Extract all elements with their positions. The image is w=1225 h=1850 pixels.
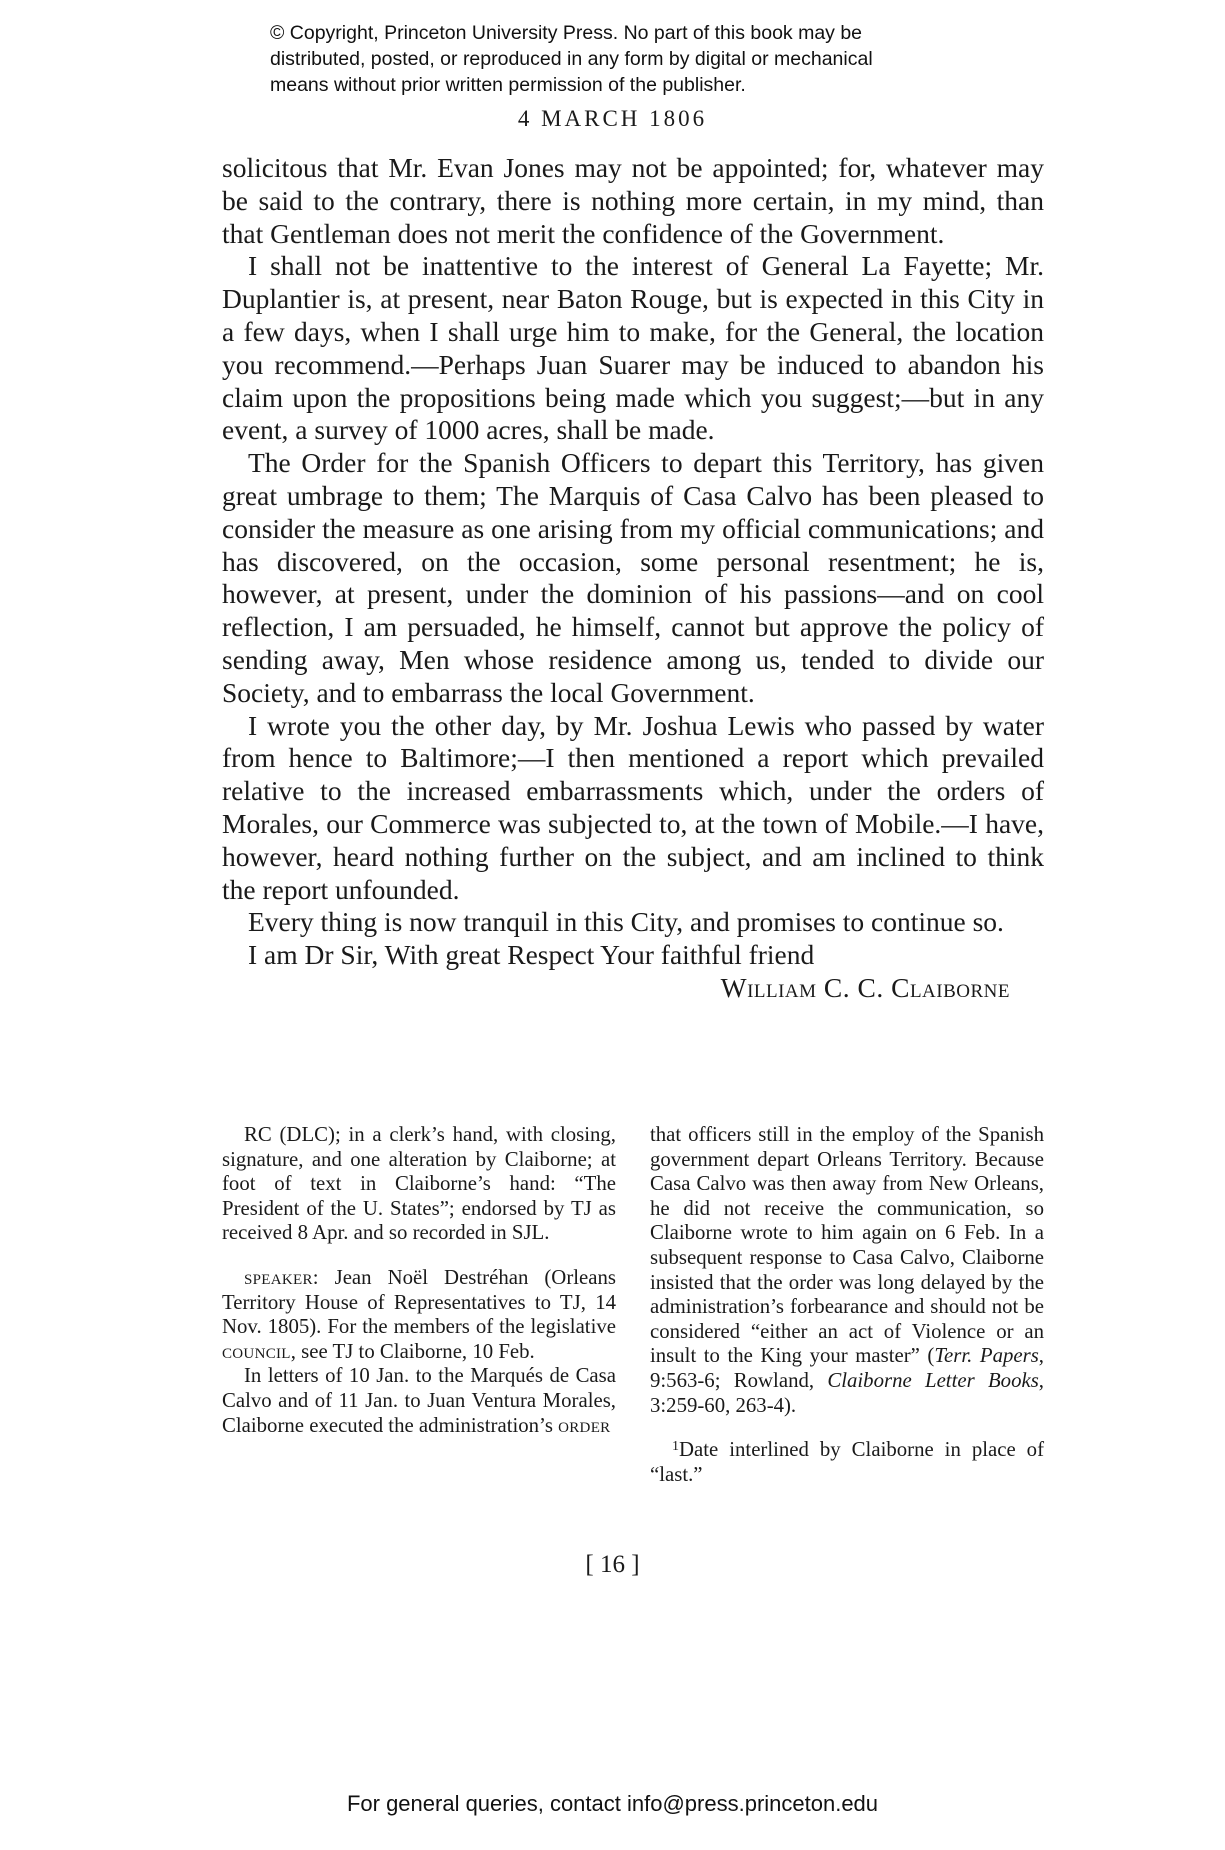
letter-paragraph: I shall not be inattentive to the interest of General La Fayette; Mr. Duplantier is, at present, near Baton Rouge, but is expected in this City in a few days, when I shall urge him to make, for the General, the location you recommend.—Perhaps Juan Suarer may be induced to abandon his claim upon the propositions being made which you suggest;—but in any event, a survey of 1000 acres, shall be made. [222, 250, 1044, 446]
footnote [650, 1438, 1044, 1487]
order-text: that officers still in the employ of the Spanish government depart Orleans Territory. Because Casa Calvo was then away from New Orleans, he did not receive the communication, so Claiborne wrote to him again on 6 Feb. In a subsequent response to Casa Calvo, Claiborne insisted that the order was long delayed by the administration’s forbearance and should not be considered “either an act of Violence or an insult to the King your master” ( [650, 1123, 1044, 1368]
copyright-line: © Copyright, Princeton University Press. No part of this book may be [270, 22, 863, 44]
notes-left-column [222, 1123, 616, 1487]
copyright-line: means without prior written permission of the publisher. [270, 74, 746, 96]
source-note: RC (DLC); in a clerk’s hand, with closing, signature, and one alteration by Claiborne; at foot of text in Claiborne’s hand: “The President of the U. States”; endorsed by TJ as received 8 Apr. and so recorded in SJL. [222, 1123, 616, 1245]
editorial-notes [222, 1123, 1044, 1487]
copyright-notice [270, 20, 990, 98]
letter-signature: William C. C. Claiborne [720, 971, 1010, 1003]
page-number: [ 16 ] [585, 1551, 640, 1578]
speaker-note [222, 1266, 616, 1364]
letter-paragraph: I wrote you the other day, by Mr. Joshua Lewis who passed by water from hence to Baltimore;—I then mentioned a report which prevailed relative to the increased embarrassments which, under the orders of Morales, our Commerce was subjected to, at the town of Mobile.—I have, however, heard nothing further on the subject, and am inclined to think the report unfounded. [222, 709, 1044, 905]
order-note [222, 1364, 616, 1438]
letter-paragraph: Every thing is now tranquil in this City, and promises to continue so. [248, 906, 1004, 938]
footnote-text: Date interlined by Claiborne in place of “last.” [650, 1438, 1044, 1486]
letters-text: In letters of 10 Jan. to the Marqués de Casa Calvo and of 11 Jan. to Juan Ventura Morales, Claiborne executed the administration’s [222, 1364, 616, 1437]
terr-papers-citation: Terr. Papers [934, 1344, 1039, 1368]
council-term: council [222, 1339, 291, 1363]
letter-closing: I am Dr Sir, With great Respect Your faithful friend [248, 939, 815, 971]
running-head: 4 MARCH 1806 [517, 106, 708, 131]
council-text: , see TJ to Claiborne, 10 Feb. [290, 1339, 535, 1363]
letter-paragraph: solicitous that Mr. Evan Jones may not be appointed; for, whatever may be said to the contrary, there is nothing more certain, in my mind, than that Gentleman does not merit the confidence of the Government. [222, 152, 1044, 249]
contact-footer: For general queries, contact info@press.princeton.edu [346, 1791, 879, 1816]
citation-end: , 3:259-60, 263-4). [650, 1368, 1044, 1417]
letter-books-citation: Claiborne Letter Books [827, 1368, 1039, 1392]
letter-body [222, 152, 1044, 1005]
speaker-text: : Jean Noël Destréhan (Orleans Territory House of Representatives to TJ, 14 Nov. 1805). For the members of the legislative [222, 1265, 616, 1339]
citation-middle: , 9:563-6; Rowland, [650, 1344, 1044, 1392]
copyright-line: distributed, posted, or reproduced in any form by digital or mechanical [270, 48, 873, 70]
footnote-marker: 1 [672, 1439, 679, 1455]
letter-paragraph: The Order for the Spanish Officers to depart this Territory, has given great umbrage to them; The Marquis of Casa Calvo has been pleased to consider the measure as one arising from my official communications; and has discovered, on the occasion, some personal resentment; he is, however, at present, under the dominion of his passions—and on cool reflection, I am persuaded, he himself, cannot but approve the policy of sending away, Men whose residence among us, tended to divide our Society, and to embarrass the local Government. [222, 447, 1044, 708]
speaker-term: speaker [244, 1265, 313, 1289]
order-term: order [558, 1413, 611, 1437]
notes-right-column [650, 1123, 1044, 1487]
order-note-continued [650, 1123, 1044, 1418]
